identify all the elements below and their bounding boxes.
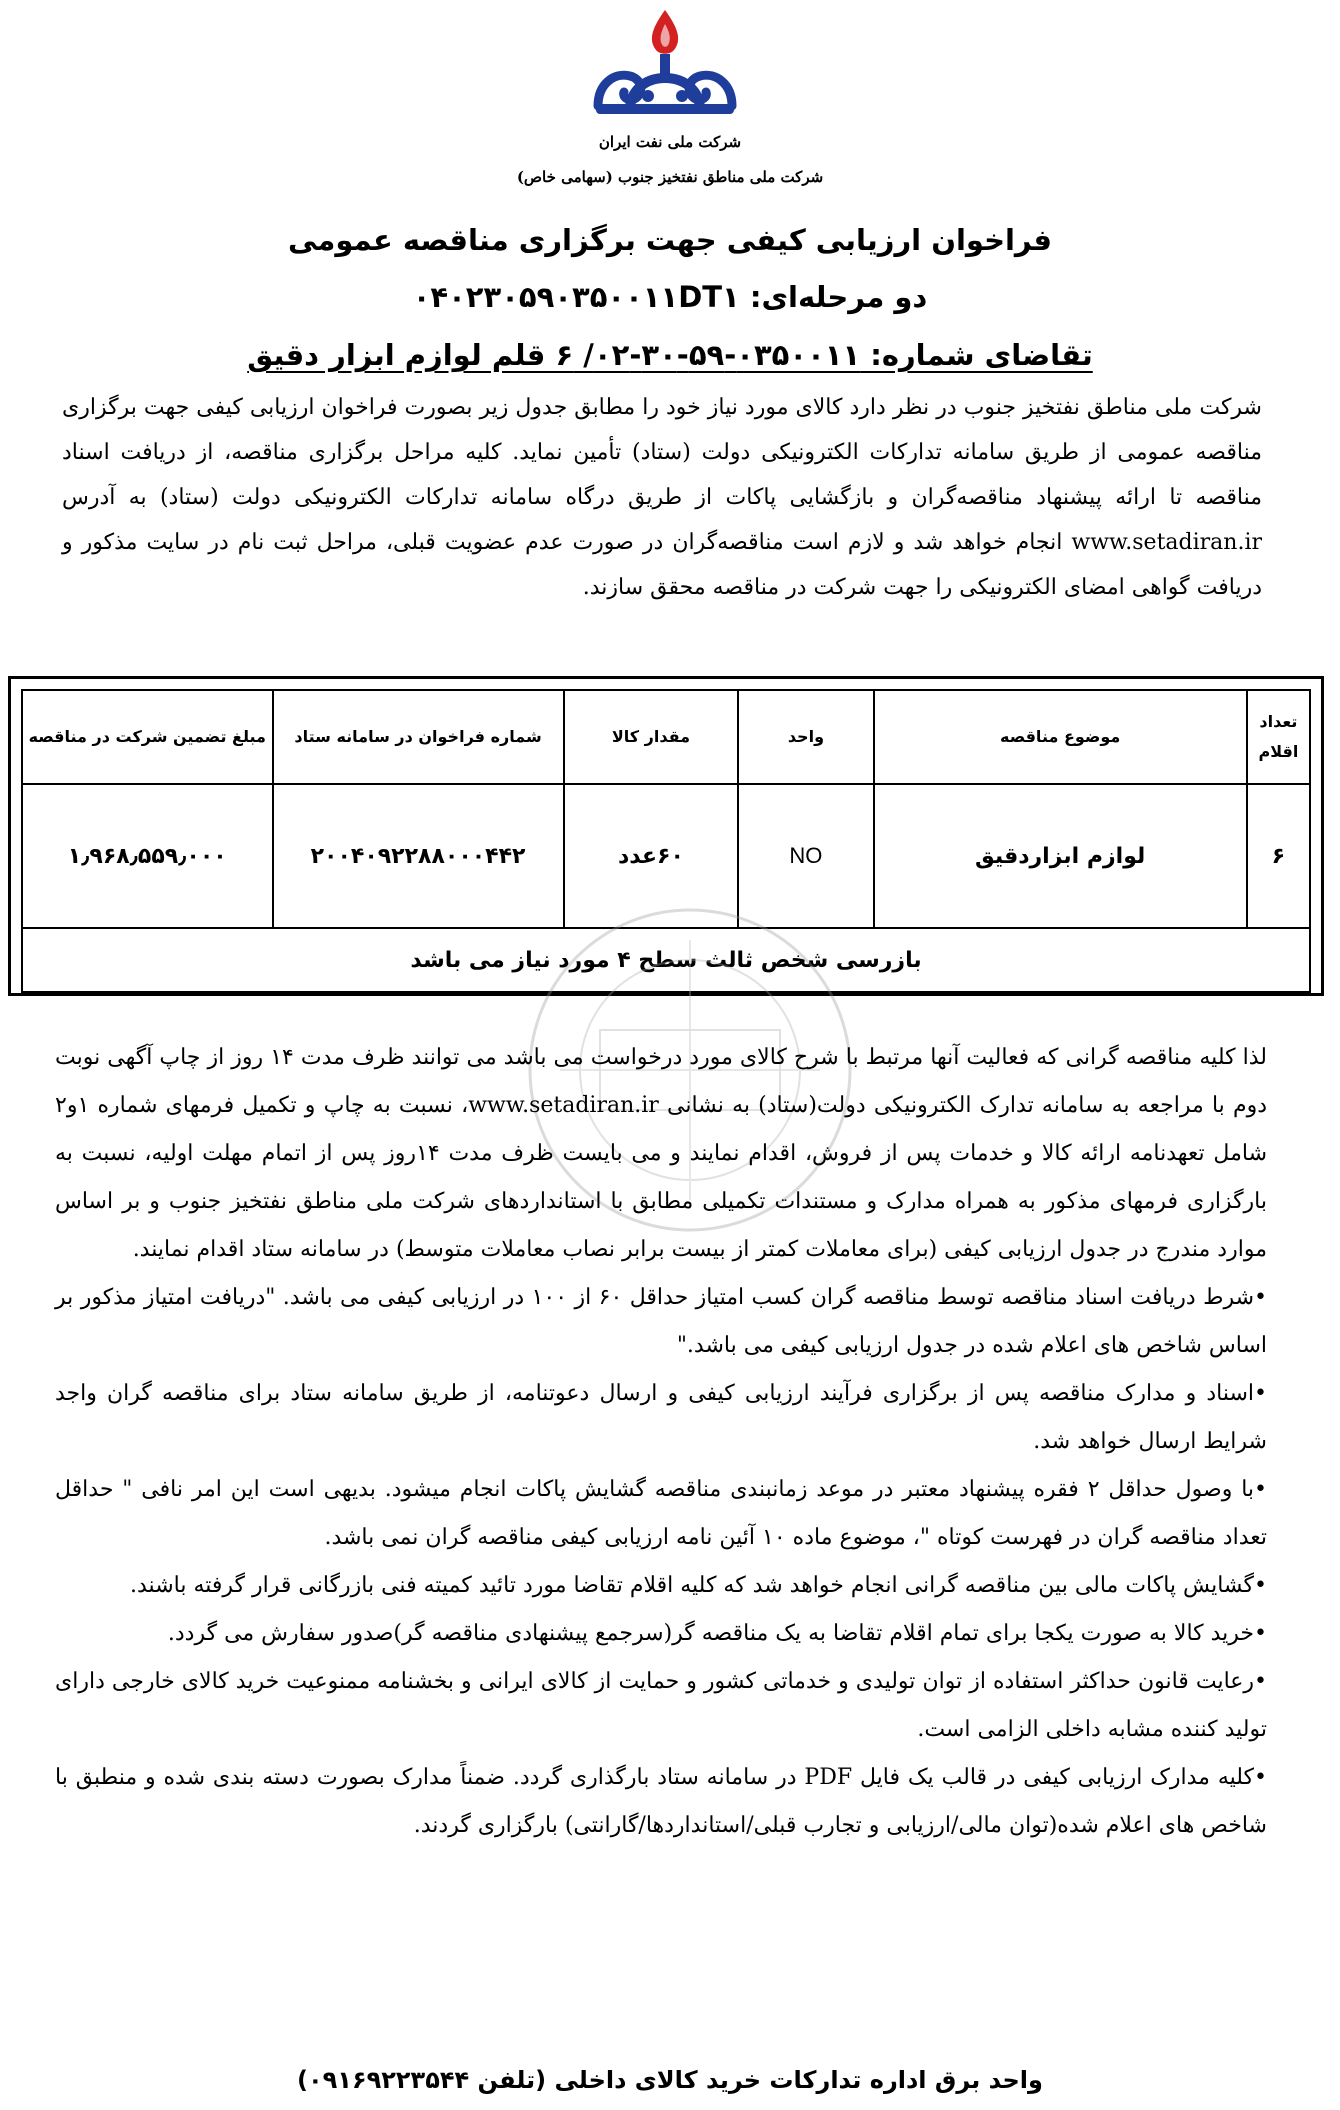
title-tender-number: دو مرحله‌ای: ۰۴۰۲۳۰۵۹۰۳۵۰۰۱۱DT۱ [412,280,928,314]
header-call-number: شماره فراخوان در سامانه ستاد [273,690,564,784]
condition-bullet: •رعایت قانون حداکثر استفاده از توان تولیدی و خدماتی کشور و حمایت از کالای ایرانی و بخشنامه ممنوعیت خرید کالای خارجی دارای تولید کننده مشابه داخلی الزامی است. [55,1669,1267,1742]
condition-bullet: •با وصول حداقل ۲ فقره پیشنهاد معتبر در موعد زمانبندی مناقصه گشایش پاکات انجام میشود. بدیهی است این امر نافی " حداقل تعداد مناقصه گران در فهرست کوتاه "، موضوع ماده ۱۰ آئین نامه ارزیابی کیفی مناقصه گران نمی باشد. [55,1477,1267,1550]
tender-table [21,689,1311,993]
title-main: فراخوان ارزیابی کیفی جهت برگزاری مناقصه عمومی [288,223,1052,257]
header-subject: موضوع مناقصه [874,690,1247,784]
intro-paragraph: شرکت ملی مناطق نفتخیز جنوب در نظر دارد کالای مورد نیاز خود را مطابق جدول زیر بصورت فراخوان ارزیابی کیفی جهت برگزاری مناقصه عمومی از طریق سامانه تدارکات الکترونیکی دولت (ستاد) تأمین نماید. کلیه مراحل برگزاری مناقصه، از دریافت اسناد مناقصه تا ارائه پیشنهاد مناقصه‌گران و بازگشایی پاکات از طریق درگاه سامانه تدارکات الکترونیکی دولت (ستاد) به آدرس www.setadiran.ir انجام خواهد شد و لازم است مناقصه‌گران در صورت عدم عضویت قبلی، مراحل ثبت نام در سایت مذکور و دریافت گواهی امضای الکترونیکی را جهت شرکت در مناقصه محقق سازند. [62,395,1262,600]
footer-contact: واحد برق اداره تدارکات خرید کالای داخلی (تلفن ۰۹۱۶۹۲۲۳۵۴۴) [297,2066,1043,2094]
org-name: شرکت ملی نفت ایران [598,133,742,151]
header-count: تعداد اقلام [1247,690,1310,784]
header-guarantee: مبلغ تضمین شرکت در مناقصه [22,690,273,784]
cell-guarantee: ۱٫۹۶۸٫۵۵۹٫۰۰۰ [22,784,273,928]
condition-paragraph: لذا کلیه مناقصه گرانی که فعالیت آنها مرتبط با شرح کالای مورد درخواست می باشد می توانند ظرف مدت ۱۴ روز از چاپ آگهی نوبت دوم با مراجعه به سامانه تدارک الکترونیکی دولت(ستاد) به نشانی www.setadiran.ir، نسبت به چاپ و تکمیل فرمهای شماره ۱و۲ شامل تعهدنامه ارائه کالا و خدمات پس از فروش، اقدام نمایند و می بایست ظرف مدت ۱۴روز پس از اتمام مهلت اولیه، نسبت به بارگزاری فرمهای مذکور به همراه مدارک و مستندات تکمیلی مطابق با استانداردهای شرکت ملی مناطق نفتخیز جنوب و بر اساس موارد مندرج در جدول ارزیابی کیفی (برای معاملات کمتر از بیست برابر نصاب معاملات متوسط) در سامانه ستاد اقدام نمایند. [55,1045,1268,1262]
tender-table-frame [8,676,1324,996]
cell-subject: لوازم ابزاردقیق [874,784,1247,928]
conditions-section [55,1034,1267,1850]
header-unit: واحد [738,690,873,784]
title-request-text: تقاضای شماره: ۰۳۵۰۰۱۱-۵۹-۳۰-۰۲/ ۶ قلم لوازم ابزار دقیق [247,338,1093,372]
cell-quantity: ۶۰عدد [564,784,739,928]
table-footer-row [22,928,1310,992]
org-subname: شرکت ملی مناطق نفتخیز جنوب (سهامی خاص) [516,168,824,186]
table-footer-note: بازرسی شخص ثالث سطح ۴ مورد نیاز می باشد [22,928,1310,992]
cell-unit: NO [738,784,873,928]
cell-count: ۶ [1247,784,1310,928]
header-quantity: مقدار کالا [564,690,739,784]
title-request-number [0,338,1340,372]
condition-bullet: •خرید کالا به صورت یکجا برای تمام اقلام تقاضا به یک مناقصه گر(سرجمع پیشنهادی مناقصه گر)صدور سفارش می گردد. [167,1621,1267,1646]
condition-bullet: •کلیه مدارک ارزیابی کیفی در قالب یک فایل PDF در سامانه ستاد بارگذاری گردد. ضمناً مدارک بصورت دسته بندی شده و منطبق با شاخص های اعلام شده(توان مالی/ارزیابی و تجارب قبلی/استانداردها/گارانتی) بارگزاری گردند. [55,1765,1268,1838]
condition-bullet: •شرط دریافت اسناد مناقصه توسط مناقصه گران کسب امتیاز حداقل ۶۰ از ۱۰۰ در ارزیابی کیفی می باشد. "دریافت امتیاز مذکور بر اساس شاخص های اعلام شده در جدول ارزیابی کیفی می باشد." [55,1285,1267,1358]
table-row [22,784,1310,928]
nioc-logo-icon [590,6,740,124]
table-header-row [22,690,1310,784]
condition-bullet: •اسناد و مدارک مناقصه پس از برگزاری فرآیند ارزیابی کیفی و ارسال دعوتنامه، از طریق سامانه ستاد برای مناقصه گران واجد شرایط ارسال خواهد شد. [55,1381,1267,1454]
condition-bullet: •گشایش پاکات مالی بین مناقصه گرانی انجام خواهد شد که کلیه اقلام تقاضا مورد تائید کمیته فنی بازرگانی قرار گرفته باشند. [130,1573,1267,1598]
cell-call-number: ۲۰۰۴۰۹۲۲۸۸۰۰۰۴۴۲ [273,784,564,928]
